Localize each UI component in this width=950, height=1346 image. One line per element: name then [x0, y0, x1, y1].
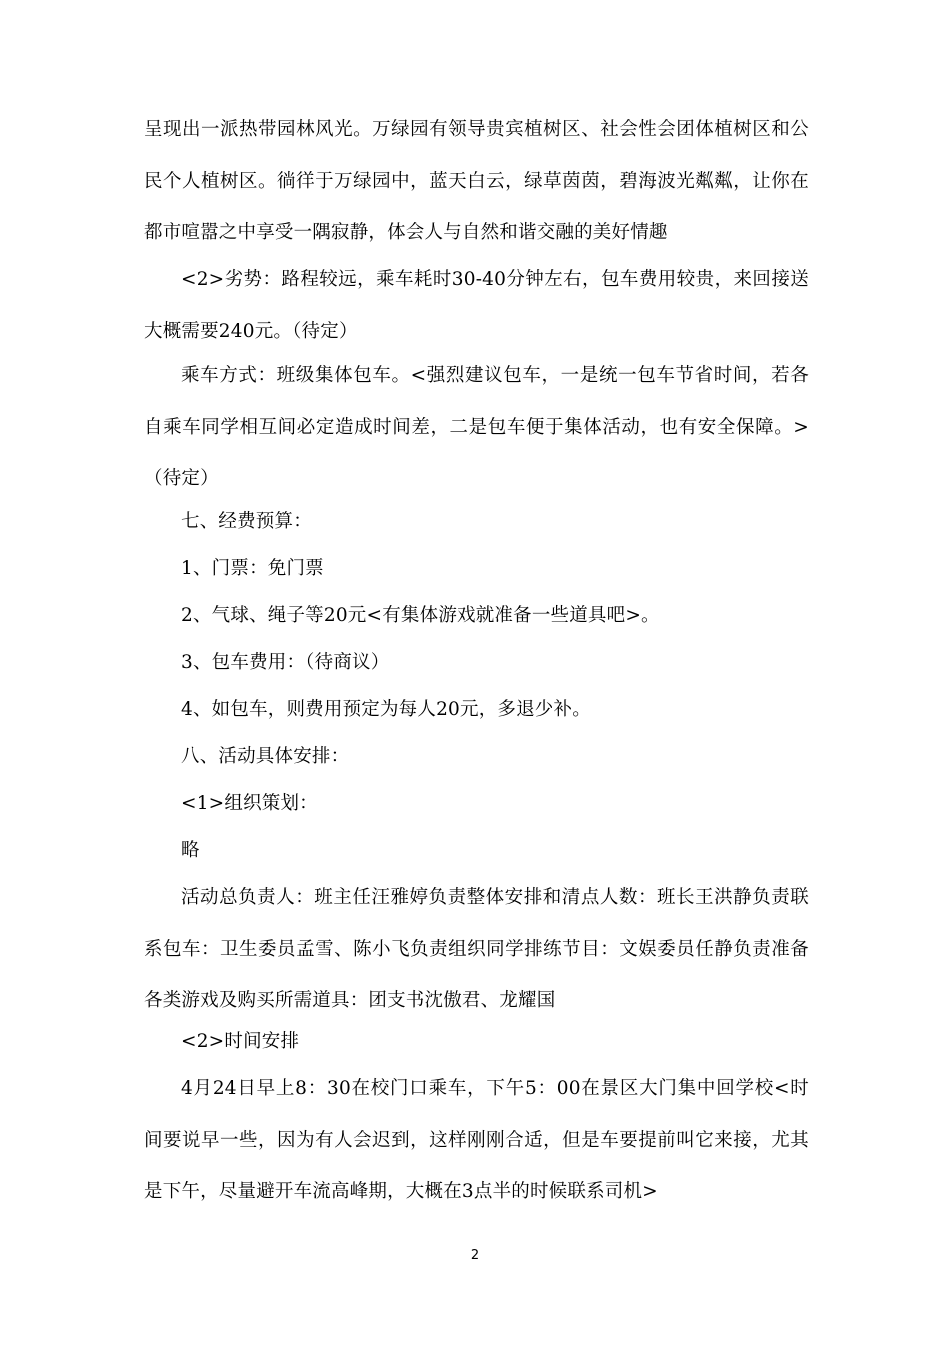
- paragraph-schedule-details: 4月24日早上8：30在校门口乘车，下午5：00在景区大门集中回学校<时间要说早一些，因为有人会迟到，这样刚刚合适，但是车要提前叫它来接，尤其是下午，尽量避开车流高峰期，大概在3点半的时候联系司机>: [144, 1078, 809, 1202]
- paragraph-responsibilities: 活动总负责人：班主任汪雅婷负责整体安排和清点人数：班长王洪静负责联系包车：卫生委员孟雪、陈小飞负责组织同学排练节目：文娱委员任静负责准备各类游戏及购买所需道具：团支书沈傲君、龙耀国: [144, 887, 809, 1011]
- budget-item-tickets: 1、门票：免门票: [181, 558, 324, 579]
- paragraph-wanlvyuan-description: 呈现出一派热带园林风光。万绿园有领导贵宾植树区、社会性会团体植树区和公民个人植树区。徜徉于万绿园中，蓝天白云，绿草茵茵，碧海波光粼粼，让你在都市喧嚣之中享受一隅寂静，体会人与自然和谐交融的美好情趣: [144, 119, 809, 243]
- subheading-organization: <1>组织策划：: [181, 793, 318, 814]
- budget-item-props: 2、气球、绳子等20元<有集体游戏就准备一些道具吧>。: [181, 605, 660, 626]
- subheading-schedule: <2>时间安排: [181, 1031, 300, 1052]
- heading-activity-arrangement: 八、活动具体安排：: [181, 746, 350, 767]
- heading-budget: 七、经费预算：: [181, 511, 312, 532]
- budget-item-per-person: 4、如包车，则费用预定为每人20元，多退少补。: [181, 699, 591, 720]
- paragraph-disadvantages: <2>劣势：路程较远，乘车耗时30-40分钟左右，包车费用较贵，来回接送大概需要240元。（待定）: [144, 269, 809, 342]
- budget-item-bus-fee: 3、包车费用：（待商议）: [181, 652, 390, 673]
- page-number: 2: [470, 1248, 480, 1263]
- paragraph-transport-method: 乘车方式：班级集体包车。<强烈建议包车，一是统一包车节省时间，若各自乘车同学相互间必定造成时间差，二是包车便于集体活动，也有安全保障。>（待定）: [144, 365, 809, 489]
- paragraph-omitted: 略: [181, 840, 200, 861]
